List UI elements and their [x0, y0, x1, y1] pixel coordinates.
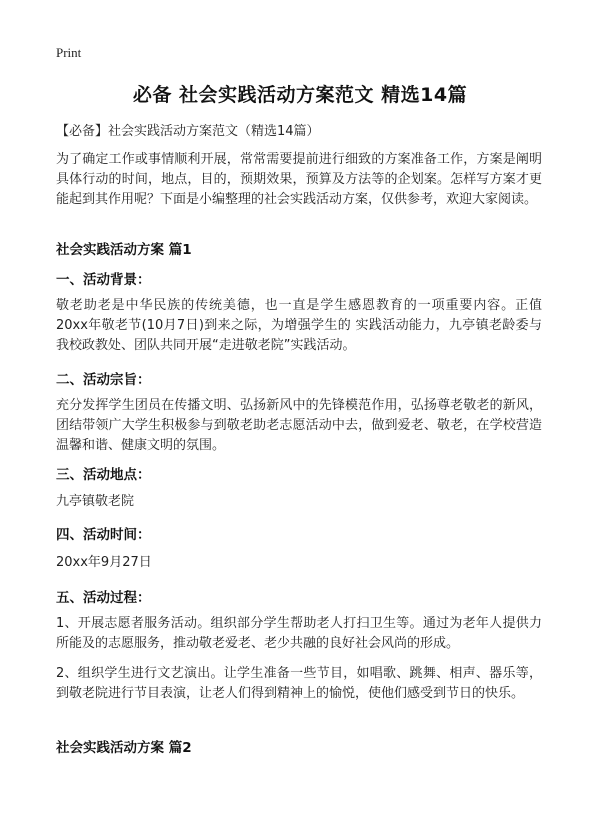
page-title: 必备 社会实践活动方案范文 精选14篇	[132, 84, 468, 106]
process-heading: 五、活动过程：	[56, 590, 151, 606]
process-item-1: 1、开展志愿者服务活动。组织部分学生帮助老人打扫卫生等。通过为老年人提供力所能及的志愿服务，推动敬老爱老、老少共融的良好社会风尚的形成。	[56, 616, 542, 651]
background-heading: 一、活动背景：	[56, 272, 151, 288]
purpose-paragraph: 充分发挥学生团员在传播文明、弘扬新风中的先锋模范作用，弘扬尊老敬老的新风，团结带领广大学生积极参与到敬老助老志愿活动中去，做到爱老、敬老，在学校营造温馨和谐、健康文明的氛围。	[56, 398, 542, 453]
process-item-2: 2、组织学生进行文艺演出。让学生准备一些节目，如唱歌、跳舞、相声、器乐等，到敬老院进行节目表演，让老人们得到精神上的愉悦，使他们感受到节日的快乐。	[56, 666, 542, 701]
location-paragraph: 九亭镇敬老院	[56, 494, 135, 509]
time-heading: 四、活动时间：	[56, 527, 151, 543]
time-paragraph: 20xx年9月27日	[56, 555, 152, 570]
section2-title: 社会实践活动方案 篇2	[56, 740, 192, 756]
purpose-heading: 二、活动宗旨：	[56, 372, 151, 388]
location-heading: 三、活动地点：	[56, 467, 151, 483]
document-subtitle: 【必备】社会实践活动方案范文（精选14篇）	[56, 124, 320, 139]
print-label[interactable]: Print	[56, 45, 82, 60]
intro-paragraph: 为了确定工作或事情顺利开展，常常需要提前进行细致的方案准备工作，方案是阐明具体行动的时间，地点，目的，预期效果，预算及方法等的企划案。怎样写方案才更能起到其作用呢？下面是小编整理的社会实践活动方案，仅供参考，欢迎大家阅读。	[56, 152, 542, 207]
background-paragraph: 敬老助老是中华民族的传统美德，也一直是学生感恩教育的一项重要内容。正值20xx年敬老节(10月7日)到来之际，为增强学生的 实践活动能力，九亭镇老龄委与我校政教处、团队共同开展“走进敬老院”实践活动。	[56, 298, 542, 353]
section1-title: 社会实践活动方案 篇1	[56, 242, 192, 258]
